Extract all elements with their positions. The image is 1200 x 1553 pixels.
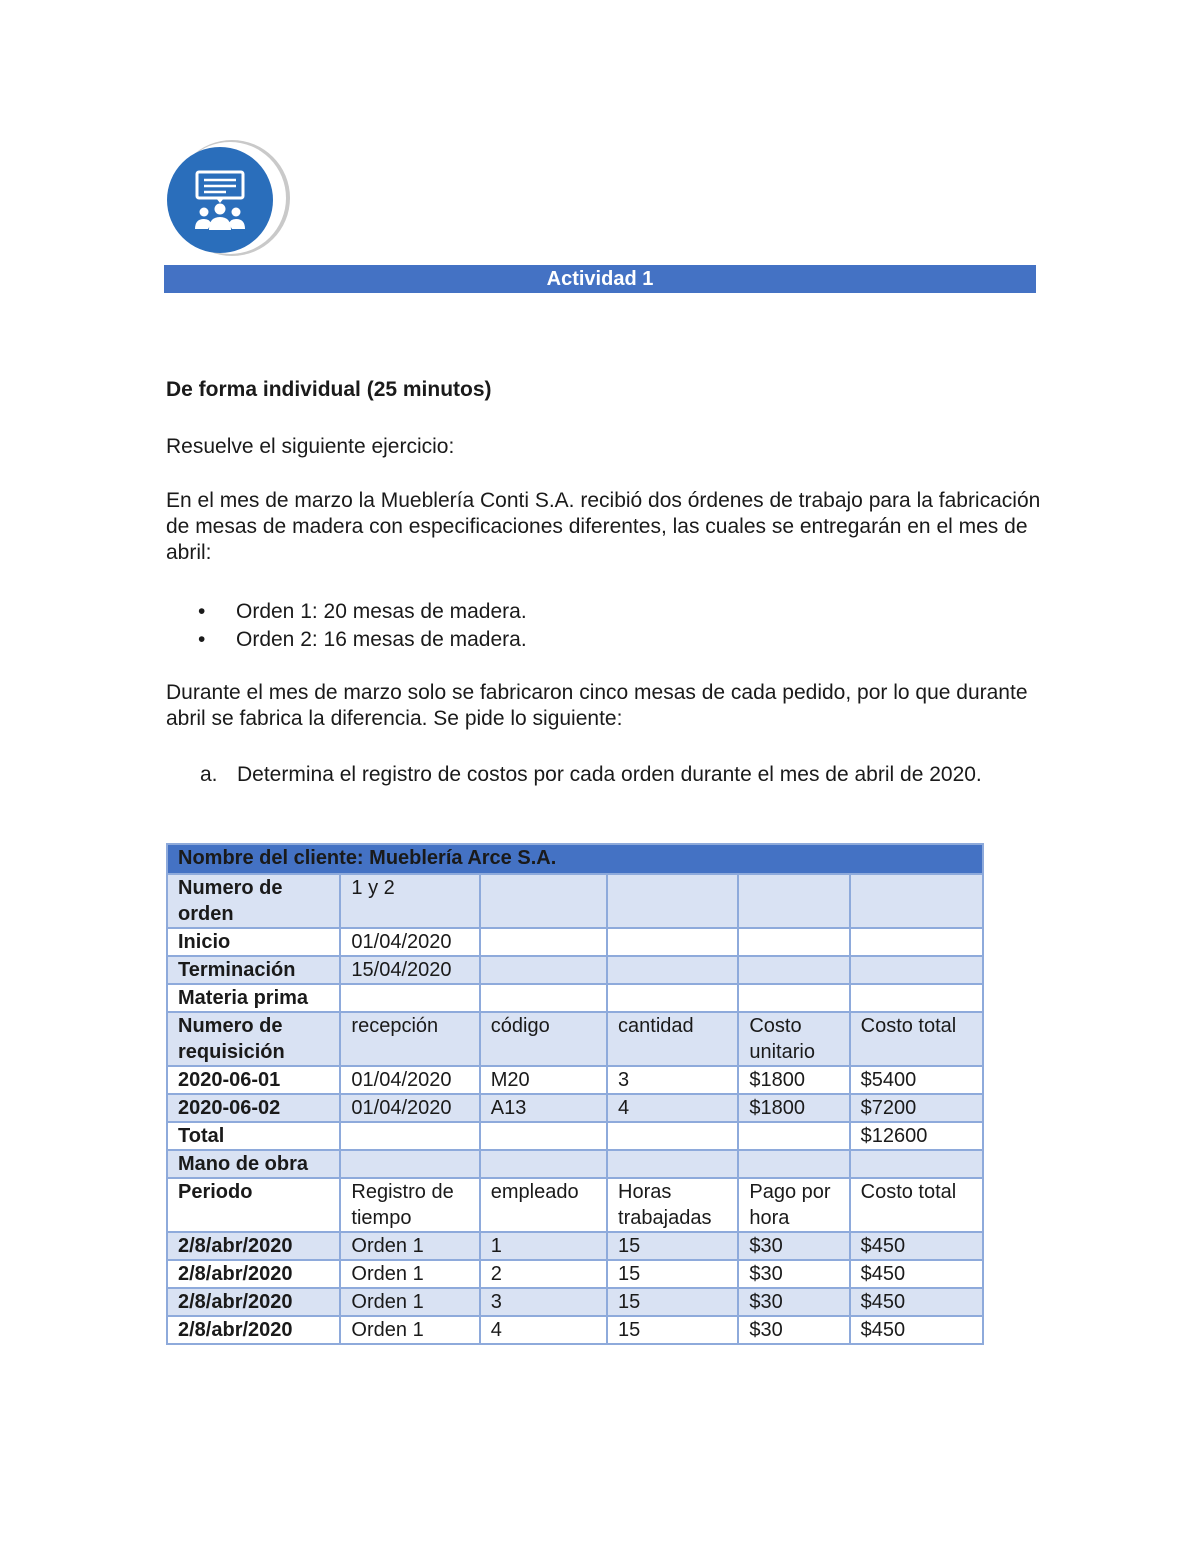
table-cell: Pago por hora xyxy=(738,1178,849,1232)
table-cell xyxy=(480,956,607,984)
client-name: Nombre del cliente: Mueblería Arce S.A. xyxy=(167,844,983,874)
table-cell: 15/04/2020 xyxy=(340,956,479,984)
intro-paragraph: En el mes de marzo la Mueblería Conti S.A. recibió dos órdenes de trabajo para la fabricación de mesas de madera con especificaciones diferentes, las cuales se entregarán en el mes de abril: xyxy=(166,489,1041,564)
table-cell: $7200 xyxy=(850,1094,983,1122)
table-cell: código xyxy=(480,1012,607,1066)
table-cell: Costo total xyxy=(850,1012,983,1066)
table-cell xyxy=(480,928,607,956)
table-cell: $5400 xyxy=(850,1066,983,1094)
row-label-cell: Inicio xyxy=(167,928,340,956)
table-cell xyxy=(480,984,607,1012)
table-cell xyxy=(607,874,738,928)
table-cell: 3 xyxy=(480,1288,607,1316)
table-cell xyxy=(738,1150,849,1178)
table-cell xyxy=(738,984,849,1012)
table-cell: $12600 xyxy=(850,1122,983,1150)
table-cell: empleado xyxy=(480,1178,607,1232)
table-cell: recepción xyxy=(340,1012,479,1066)
presentation-group-icon xyxy=(160,140,296,264)
table-cell xyxy=(738,1122,849,1150)
table-row xyxy=(167,1150,983,1178)
table-cell xyxy=(480,1122,607,1150)
table-cell xyxy=(850,1150,983,1178)
row-label-cell: 2/8/abr/2020 xyxy=(167,1288,340,1316)
row-label-cell: 2/8/abr/2020 xyxy=(167,1260,340,1288)
table-cell: Orden 1 xyxy=(340,1260,479,1288)
row-label-cell: Mano de obra xyxy=(167,1150,340,1178)
table-cell xyxy=(607,1122,738,1150)
table-cell: 1 xyxy=(480,1232,607,1260)
row-label-cell: Numero de requisición xyxy=(167,1012,340,1066)
table-cell: 4 xyxy=(607,1094,738,1122)
table-cell xyxy=(738,928,849,956)
table-cell: 1 y 2 xyxy=(340,874,479,928)
table-cell: $30 xyxy=(738,1316,849,1344)
table-cell xyxy=(607,1150,738,1178)
row-label-cell: 2/8/abr/2020 xyxy=(167,1316,340,1344)
table-cell: Registro de tiempo xyxy=(340,1178,479,1232)
table-cell: 01/04/2020 xyxy=(340,1066,479,1094)
row-label-cell: Numero de orden xyxy=(167,874,340,928)
table-row xyxy=(167,1232,983,1260)
orders-list xyxy=(196,598,527,654)
table-cell: $450 xyxy=(850,1316,983,1344)
row-label-cell: Terminación xyxy=(167,956,340,984)
cost-table xyxy=(166,843,984,1345)
table-cell xyxy=(850,984,983,1012)
row-label-cell: Total xyxy=(167,1122,340,1150)
table-cell: 01/04/2020 xyxy=(340,928,479,956)
row-label-cell: Materia prima xyxy=(167,984,340,1012)
table-cell: 15 xyxy=(607,1288,738,1316)
table-cell: $450 xyxy=(850,1288,983,1316)
table-row xyxy=(167,1066,983,1094)
table-cell: A13 xyxy=(480,1094,607,1122)
table-cell: 3 xyxy=(607,1066,738,1094)
table-header-row xyxy=(167,844,983,874)
table-cell: Orden 1 xyxy=(340,1288,479,1316)
note-paragraph: Durante el mes de marzo solo se fabricaron cinco mesas de cada pedido, por lo que durante abril se fabrica la diferencia. Se pide lo siguiente: xyxy=(166,681,1028,730)
table-cell: 2 xyxy=(480,1260,607,1288)
table-cell xyxy=(850,928,983,956)
table-cell: 15 xyxy=(607,1232,738,1260)
table-cell xyxy=(480,1150,607,1178)
table-row xyxy=(167,956,983,984)
table-cell: Orden 1 xyxy=(340,1316,479,1344)
table-cell xyxy=(738,956,849,984)
table-cell: $30 xyxy=(738,1260,849,1288)
table-row xyxy=(167,1178,983,1232)
table-row xyxy=(167,984,983,1012)
table-cell: Costo total xyxy=(850,1178,983,1232)
table-row xyxy=(167,1316,983,1344)
table-cell: $450 xyxy=(850,1232,983,1260)
table-row xyxy=(167,1012,983,1066)
table-cell: M20 xyxy=(480,1066,607,1094)
row-label-cell: 2020-06-02 xyxy=(167,1094,340,1122)
table-row xyxy=(167,928,983,956)
section-subtitle: De forma individual (25 minutos) xyxy=(166,378,492,401)
table-cell: $1800 xyxy=(738,1066,849,1094)
table-cell: 15 xyxy=(607,1316,738,1344)
table-cell: 01/04/2020 xyxy=(340,1094,479,1122)
table-cell: $30 xyxy=(738,1288,849,1316)
table-cell: Costo unitario xyxy=(738,1012,849,1066)
task-marker: a. xyxy=(200,763,218,786)
list-item: • Orden 2: 16 mesas de madera. xyxy=(196,626,527,654)
activity-logo xyxy=(160,140,296,264)
table-row xyxy=(167,1288,983,1316)
row-label-cell: 2020-06-01 xyxy=(167,1066,340,1094)
table-row xyxy=(167,1122,983,1150)
activity-title: Actividad 1 xyxy=(164,265,1036,293)
task-text: Determina el registro de costos por cada orden durante el mes de abril de 2020. xyxy=(237,763,982,786)
instruction-text: Resuelve el siguiente ejercicio: xyxy=(166,435,455,458)
table-cell xyxy=(340,1122,479,1150)
table-cell xyxy=(340,984,479,1012)
table-cell: $450 xyxy=(850,1260,983,1288)
table-cell xyxy=(340,1150,479,1178)
table-row xyxy=(167,874,983,928)
list-item: • Orden 1: 20 mesas de madera. xyxy=(196,598,527,626)
table-cell: $1800 xyxy=(738,1094,849,1122)
row-label-cell: 2/8/abr/2020 xyxy=(167,1232,340,1260)
table-cell xyxy=(607,928,738,956)
table-row xyxy=(167,1260,983,1288)
table-cell xyxy=(607,984,738,1012)
table-cell: $30 xyxy=(738,1232,849,1260)
table-row xyxy=(167,1094,983,1122)
table-cell: 4 xyxy=(480,1316,607,1344)
table-cell: 15 xyxy=(607,1260,738,1288)
table-cell: Orden 1 xyxy=(340,1232,479,1260)
table-cell xyxy=(607,956,738,984)
table-cell: cantidad xyxy=(607,1012,738,1066)
table-cell xyxy=(850,874,983,928)
row-label-cell: Periodo xyxy=(167,1178,340,1232)
task-item xyxy=(200,762,1020,788)
table-cell: Horas trabajadas xyxy=(607,1178,738,1232)
table-cell xyxy=(738,874,849,928)
table-cell xyxy=(480,874,607,928)
table-cell xyxy=(850,956,983,984)
